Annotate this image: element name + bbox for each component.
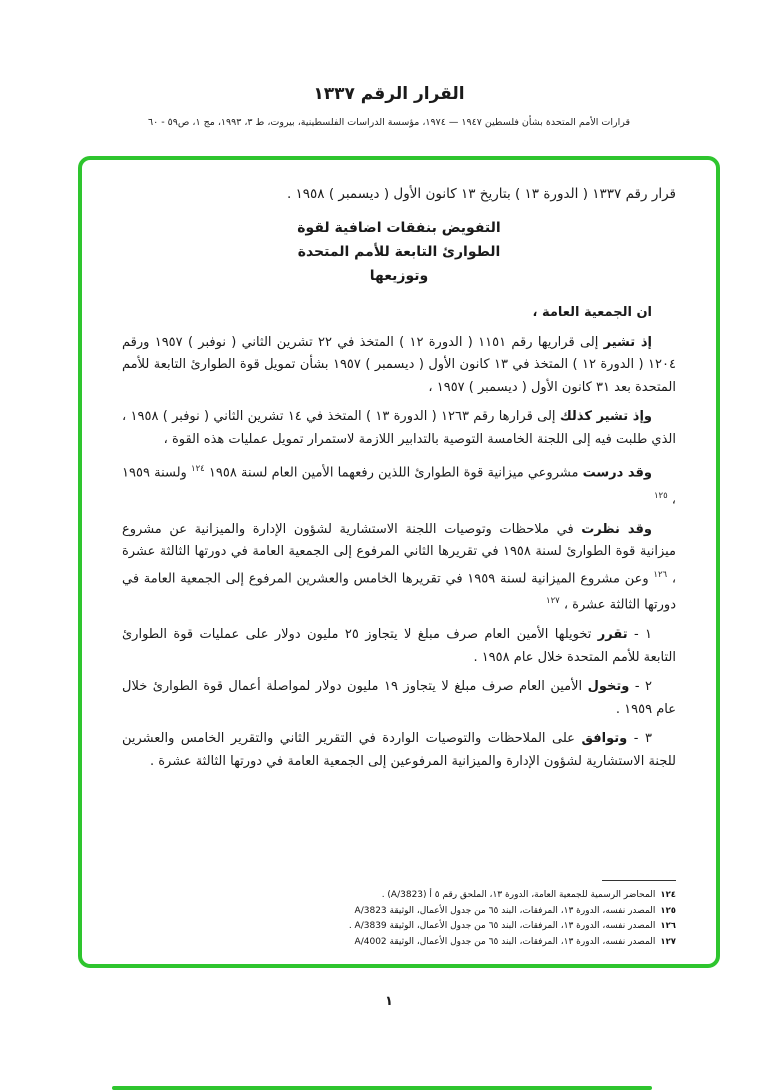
footnote-text: المصدر نفسه، الدورة ١٣، المرفقات، البند ٦٥ من جدول الأعمال، الوثيقة A/4002 (354, 936, 656, 947)
paragraph-text: ٢ - (629, 679, 653, 695)
paragraph-lead: تقرر (597, 627, 628, 643)
paragraph-text: إلى قراريها رقم ١١٥١ ( الدورة ١٢ ) المتخذ في ٢٢ تشرين الثاني ( نوفبر ) ١٩٥٧ ورقم ١٢٠٤ ( الدورة ١٢ ) المتخذ في ١٣ كانون الأول ( ديسمبر ) ١٩٥٧ بشأن تمويل قوة الطوارئ التابعة للأمم المتحدة بعد ٣١ كانون الأول ( ديسمبر ) ١٩٥٧ ، (122, 334, 676, 395)
paragraph-text: الأمين العام صرف مبلغ لا يتجاوز ١٩ مليون دولار لمواصلة أعمال قوة الطوارئ خلال عام ١٩٥٩ . (122, 679, 676, 717)
footnote-marker: ١٢٤ (191, 464, 205, 474)
paragraph-text: إلى قرارها رقم ١٢٦٣ ( الدورة ١٣ ) المتخذ في ١٤ تشرين الثاني ( نوفبر ) ١٩٥٨ ، الذي طلبت فيه إلى اللجنة الخامسة التوصية بالتدابير اللازمة لاستمرار تمويل عمليات هذه القوة ، (122, 409, 676, 447)
paragraph-lead: ان الجمعية العامة ، (532, 305, 652, 320)
resolution-paragraph (122, 728, 676, 773)
heading-line-1: التفويض بنفقات اضافية لقوة (297, 220, 501, 236)
paragraph-lead: وتخول (587, 679, 630, 695)
page-title: القرار الرقم ١٣٣٧ (313, 84, 465, 104)
footnote-number: ١٢٥ (660, 905, 676, 916)
footnote-text: المصدر نفسه، الدورة ١٣، المرفقات، البند ٦٥ من جدول الأعمال، الوثيقة A/3839 . (348, 921, 656, 931)
page-number: ١ (385, 994, 393, 1009)
footnote-number: ١٢٧ (660, 936, 676, 947)
paragraph-text: على الملاحظات والتوصيات الواردة في التقرير الثاني والتقرير الخامس والعشرين للجنة الاستشارية لشؤون الإدارة والميزانية المرفوعين إلى الجمعية العامة في دورتها الثالثة عشرة . (122, 731, 676, 769)
footnote-area (122, 880, 676, 950)
paragraph-lead: إذ تشير (603, 334, 652, 350)
resolution-paragraph (122, 332, 676, 400)
footnote-text: المصدر نفسه، الدورة ١٣، المرفقات، البند ٦٥ من جدول الأعمال، الوثيقة A/3823 (354, 905, 656, 916)
paragraph-lead: وتوافق (581, 731, 628, 747)
resolution-paragraph (122, 302, 676, 325)
footnote-number: ١٢٤ (660, 890, 676, 900)
heading-line-3: وتوزيعها (369, 268, 429, 284)
footnotes-list (122, 888, 676, 950)
paragraph-text: ولسنة ١٩٥٩ ، (122, 465, 676, 508)
paragraph-lead: وقد درست (582, 465, 652, 481)
resolution-intro: قرار رقم ١٣٣٧ ( الدورة ١٣ ) بتاريخ ١٣ كانون الأول ( ديسمبر ) ١٩٥٨ . (286, 186, 676, 202)
resolution-box (78, 156, 720, 968)
footnote-marker: ١٢٥ (653, 490, 668, 501)
paragraph-text: تخويلها الأمين العام صرف مبلغ لا يتجاوز ٢٥ مليون دولار على عمليات قوة الطوارئ التابعة للأمم المتحدة خلال عام ١٩٥٨ . (122, 627, 676, 665)
resolution-heading (122, 216, 676, 288)
paragraph-text: ١ - (627, 627, 653, 643)
paragraph-text: مشروعي ميزانية قوة الطوارئ اللذين رفعهما الأمين العام لسنة ١٩٥٨ (204, 465, 583, 481)
resolution-paragraph (122, 519, 676, 618)
citation-line: قرارات الأمم المتحدة بشأن فلسطين ١٩٤٧ — ١٩٧٤، مؤسسة الدراسات الفلسطينية، بيروت، ط ٣، ١٩٩٣، مج ١، ص٥٩ - ٦٠ (147, 117, 631, 128)
heading-line-2: الطوارئ التابعة للأمم المتحدة (297, 244, 501, 260)
resolution-paragraph (122, 406, 676, 451)
footnote-line (122, 919, 676, 935)
footnote-text: المحاضر الرسمية للجمعية العامة، الدورة ١٣، الملحق رقم ٥ أ (A/3823) . (381, 890, 656, 900)
paragraph-text: ٣ - (627, 731, 652, 747)
resolution-paragraph (122, 458, 676, 512)
resolution-paragraph (122, 624, 676, 669)
footnote-marker: ١٢٧ (546, 596, 560, 607)
resolution-paragraph (122, 676, 676, 721)
footnote-divider (602, 880, 676, 881)
footnote-line (122, 935, 676, 951)
paragraph-text: وعن مشروع الميزانية لسنة ١٩٥٩ في تقريرها الخامس والعشرين المرفوع إلى الجمعية العامة في دورتها الثالثة عشرة ، (122, 570, 676, 613)
next-page-border (112, 1086, 652, 1090)
footnote-number: ١٢٦ (660, 921, 676, 931)
paragraph-lead: وإذ تشير كذلك (559, 409, 652, 424)
footnote-marker: ١٢٦ (653, 569, 668, 580)
resolution-body (122, 302, 676, 773)
paragraph-text: في ملاحظات وتوصيات اللجنة الاستشارية لشؤون الإدارة والميزانية عن مشروع ميزانية قوة الطوارئ لسنة ١٩٥٨ في تقريرها الثاني المرفوع إلى الجمعية العامة في دورتها الثالثة عشرة ، (122, 521, 677, 586)
footnote-line (122, 888, 676, 904)
paragraph-lead: وقد نظرت (581, 521, 652, 537)
footnote-line (122, 904, 676, 920)
